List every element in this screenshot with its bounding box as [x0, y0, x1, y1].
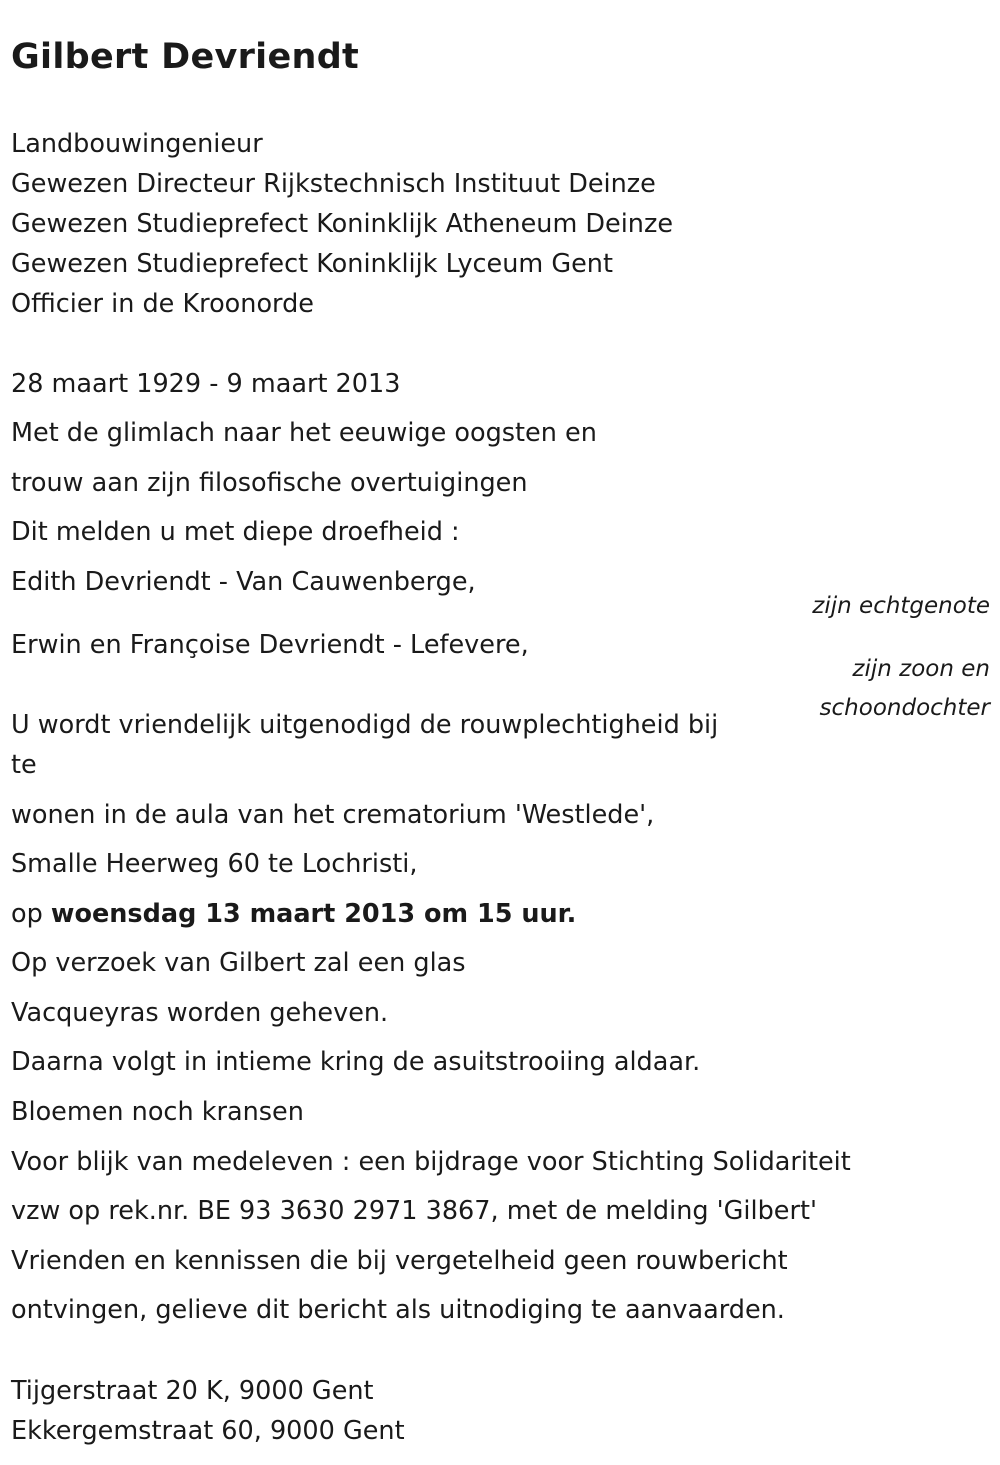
note-line: Bloemen noch kransen — [11, 1097, 304, 1127]
life-dates: 28 maart 1929 - 9 maart 2013 — [11, 369, 401, 399]
correspondence-address: Tijgerstraat 20 K, 9000 Gent — [11, 1376, 374, 1406]
family-member-name: Erwin en Françoise Devriendt - Lefevere, — [11, 630, 529, 660]
family-member-role: zijn echtgenote — [812, 593, 990, 619]
title-line: Gewezen Directeur Rijkstechnisch Instituut Deinze — [11, 169, 656, 199]
family-member-name: Edith Devriendt - Van Cauwenberge, — [11, 567, 476, 597]
intro-line: Met de glimlach naar het eeuwige oogsten en — [11, 418, 597, 448]
ceremony-address: Smalle Heerweg 60 te Lochristi, — [11, 849, 418, 879]
ceremony-op: op — [11, 899, 43, 929]
ceremony-datetime-line — [11, 894, 576, 934]
note-line: vzw op rek.nr. BE 93 3630 2971 3867, met de melding 'Gilbert' — [11, 1196, 817, 1226]
title-line: Landbouwingenieur — [11, 129, 263, 159]
correspondence-address: Ekkergemstraat 60, 9000 Gent — [11, 1416, 405, 1446]
title-line: Gewezen Studieprefect Koninklijk Atheneum Deinze — [11, 209, 674, 239]
intro-line: Dit melden u met diepe droefheid : — [11, 517, 460, 547]
note-line: Op verzoek van Gilbert zal een glas — [11, 948, 466, 978]
title-line: Gewezen Studieprefect Koninklijk Lyceum Gent — [11, 249, 613, 279]
ceremony-place: wonen in de aula van het crematorium 'Westlede', — [11, 800, 655, 830]
deceased-name: Gilbert Devriendt — [11, 37, 360, 77]
title-line: Officier in de Kroonorde — [11, 289, 314, 319]
family-member-role: zijn zoon en — [852, 656, 990, 682]
note-line: Daarna volgt in intieme kring de asuitstrooiing aldaar. — [11, 1047, 701, 1077]
note-line: Vrienden en kennissen die bij vergetelheid geen rouwbericht — [11, 1246, 788, 1276]
note-line: Voor blijk van medeleven : een bijdrage voor Stichting Solidariteit — [11, 1147, 851, 1177]
ceremony-invitation: U wordt vriendelijk uitgenodigd de rouwplechtigheid bij te — [11, 710, 719, 780]
intro-line: trouw aan zijn filosofische overtuigingen — [11, 468, 528, 498]
family-member-role: schoondochter — [819, 695, 990, 721]
ceremony-datetime: woensdag 13 maart 2013 om 15 uur. — [50, 899, 577, 929]
note-line: ontvingen, gelieve dit bericht als uitnodiging te aanvaarden. — [11, 1295, 785, 1325]
note-line: Vacqueyras worden geheven. — [11, 998, 389, 1028]
